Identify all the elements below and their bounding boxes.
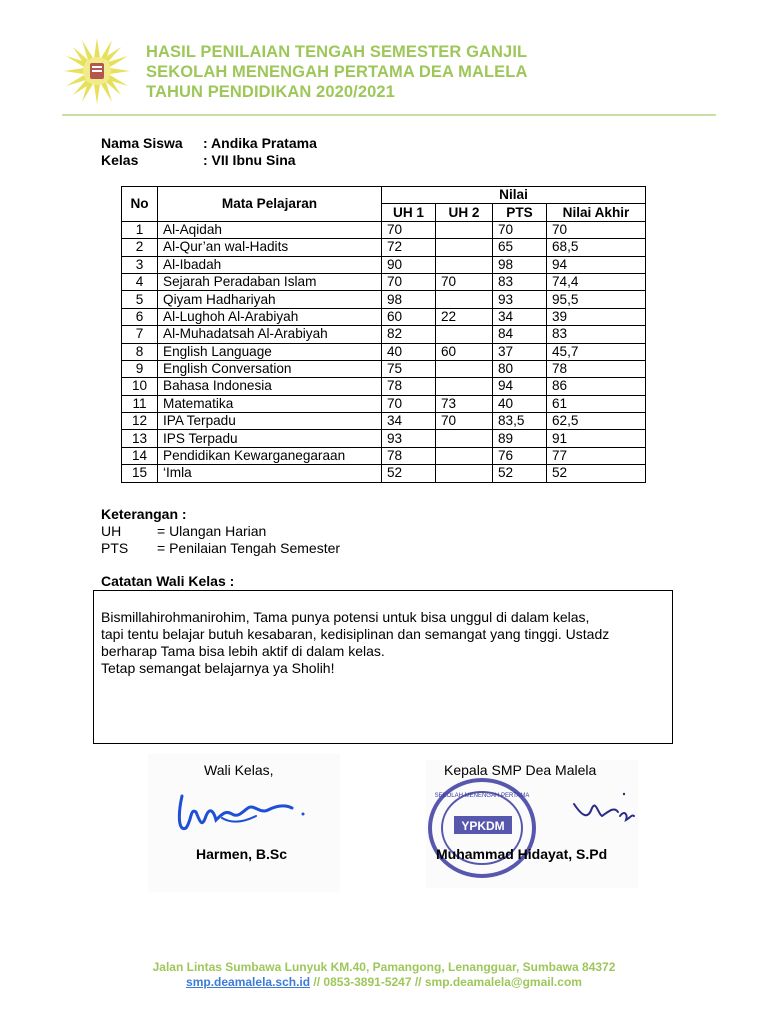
table-row — [122, 326, 646, 343]
school-stamp-icon — [424, 770, 544, 888]
table-row — [122, 447, 646, 464]
title-line-2: SEKOLAH MENENGAH PERTAMA DEA MALELA — [146, 63, 528, 81]
cell-no: 1 — [122, 221, 158, 238]
cell-uh1: 90 — [382, 256, 436, 273]
class-value: : VII Ibnu Sina — [203, 152, 296, 168]
cell-uh2 — [436, 360, 493, 377]
cell-pts: 84 — [493, 326, 547, 343]
legend-title: Keterangan : — [101, 506, 187, 522]
legend — [101, 506, 340, 557]
cell-subject: IPA Terpadu — [158, 413, 382, 430]
legend-uh-key: UH — [101, 523, 122, 539]
notes-line-3: berharap Tama bisa lebih aktif di dalam kelas. — [101, 643, 385, 659]
cell-final: 62,5 — [547, 413, 646, 430]
cell-final: 86 — [547, 378, 646, 395]
student-name-value: : Andika Pratama — [203, 135, 317, 151]
cell-uh1: 98 — [382, 291, 436, 308]
table-row — [122, 343, 646, 360]
table-row — [122, 378, 646, 395]
cell-uh2 — [436, 221, 493, 238]
cell-subject: English Conversation — [158, 360, 382, 377]
principal-label: Kepala SMP Dea Malela — [444, 762, 597, 778]
cell-pts: 65 — [493, 239, 547, 256]
cell-uh1: 70 — [382, 273, 436, 290]
cell-uh2 — [436, 239, 493, 256]
cell-uh1: 40 — [382, 343, 436, 360]
cell-no: 6 — [122, 308, 158, 325]
cell-uh1: 72 — [382, 239, 436, 256]
class-label: Kelas — [101, 152, 139, 168]
stamp-ring-label: SEKOLAH MENENGAH PERTAMA — [434, 793, 530, 799]
cell-subject: Matematika — [158, 395, 382, 412]
homeroom-name: Harmen, B.Sc — [196, 846, 288, 862]
principal-name: Muhammad Hidayat, S.Pd — [436, 846, 608, 862]
table-row — [122, 239, 646, 256]
cell-subject: Bahasa Indonesia — [158, 378, 382, 395]
cell-uh1: 93 — [382, 430, 436, 447]
cell-subject: Sejarah Peradaban Islam — [158, 273, 382, 290]
cell-final: 61 — [547, 395, 646, 412]
table-row — [122, 221, 646, 238]
stamp-label: YPKDM — [461, 819, 505, 833]
cell-subject: Al-Lughoh Al-Arabiyah — [158, 308, 382, 325]
table-row — [122, 465, 646, 482]
cell-pts: 83 — [493, 273, 547, 290]
cell-no: 9 — [122, 360, 158, 377]
col-header-final: Nilai Akhir — [547, 204, 646, 221]
header-divider — [62, 114, 716, 116]
cell-no: 4 — [122, 273, 158, 290]
cell-no: 2 — [122, 239, 158, 256]
cell-uh1: 60 — [382, 308, 436, 325]
cell-uh1: 78 — [382, 378, 436, 395]
legend-pts-key: PTS — [101, 540, 129, 556]
notes-line-4: Tetap semangat belajarnya ya Sholih! — [101, 660, 335, 676]
homeroom-label: Wali Kelas, — [204, 762, 274, 778]
cell-pts: 98 — [493, 256, 547, 273]
title-line-1: HASIL PENILAIAN TENGAH SEMESTER GANJIL — [146, 43, 528, 61]
cell-subject: ‘Imla — [158, 465, 382, 482]
cell-pts: 80 — [493, 360, 547, 377]
cell-pts: 76 — [493, 447, 547, 464]
cell-no: 14 — [122, 447, 158, 464]
col-header-no: No — [122, 187, 158, 222]
cell-no: 3 — [122, 256, 158, 273]
cell-uh2: 22 — [436, 308, 493, 325]
cell-final: 91 — [547, 430, 646, 447]
notes-title: Catatan Wali Kelas : — [101, 573, 235, 589]
cell-uh1: 82 — [382, 326, 436, 343]
cell-uh2 — [436, 430, 493, 447]
col-header-subject: Mata Pelajaran — [158, 187, 382, 222]
report-title — [146, 42, 527, 102]
notes-line-2: tapi tentu belajar butuh kesabaran, kedisiplinan dan semangat yang tinggi. Ustadz — [101, 626, 610, 642]
table-row — [122, 256, 646, 273]
footer-address: Jalan Lintas Sumbawa Lunyuk KM.40, Pamangong, Lenangguar, Sumbawa 84372 — [152, 960, 616, 974]
table-row — [122, 291, 646, 308]
grades-table — [121, 186, 646, 483]
cell-subject: Al-Muhadatsah Al-Arabiyah — [158, 326, 382, 343]
cell-no: 5 — [122, 291, 158, 308]
cell-pts: 34 — [493, 308, 547, 325]
cell-uh2 — [436, 465, 493, 482]
cell-final: 45,7 — [547, 343, 646, 360]
notes-line-1: Bismillahirohmanirohim, Tama punya potensi untuk bisa unggul di dalam kelas, — [101, 609, 590, 625]
cell-final: 77 — [547, 447, 646, 464]
cell-no: 11 — [122, 395, 158, 412]
cell-uh1: 70 — [382, 221, 436, 238]
cell-no: 12 — [122, 413, 158, 430]
col-header-uh2: UH 2 — [436, 204, 493, 221]
table-row — [122, 360, 646, 377]
cell-subject: Al-Aqidah — [158, 221, 382, 238]
cell-uh2 — [436, 256, 493, 273]
cell-final: 52 — [547, 465, 646, 482]
cell-pts: 52 — [493, 465, 547, 482]
footer-website-link[interactable]: smp.deamalela.sch.id — [186, 975, 311, 989]
cell-final: 78 — [547, 360, 646, 377]
grades-table-body — [122, 221, 646, 482]
legend-pts-value: = Penilaian Tengah Semester — [157, 540, 341, 556]
homeroom-signature-icon — [172, 784, 314, 844]
cell-uh2: 70 — [436, 273, 493, 290]
cell-final: 70 — [547, 221, 646, 238]
cell-subject: Pendidikan Kewarganegaraan — [158, 447, 382, 464]
cell-no: 15 — [122, 465, 158, 482]
cell-pts: 83,5 — [493, 413, 547, 430]
cell-pts: 37 — [493, 343, 547, 360]
student-info — [101, 135, 317, 169]
cell-pts: 93 — [493, 291, 547, 308]
cell-final: 94 — [547, 256, 646, 273]
cell-uh2: 60 — [436, 343, 493, 360]
cell-subject: Al-Qur’an wal-Hadits — [158, 239, 382, 256]
footer-contact-details: // 0853-3891-5247 // smp.deamalela@gmail.com — [310, 975, 582, 989]
col-header-pts: PTS — [493, 204, 547, 221]
cell-no: 10 — [122, 378, 158, 395]
col-header-uh1: UH 1 — [382, 204, 436, 221]
cell-pts: 40 — [493, 395, 547, 412]
cell-subject: English Language — [158, 343, 382, 360]
legend-uh-value: = Ulangan Harian — [157, 523, 267, 539]
table-row — [122, 273, 646, 290]
cell-no: 7 — [122, 326, 158, 343]
table-row — [122, 395, 646, 412]
cell-pts: 89 — [493, 430, 547, 447]
school-logo-icon — [62, 36, 132, 106]
cell-uh1: 52 — [382, 465, 436, 482]
cell-uh2 — [436, 378, 493, 395]
cell-pts: 94 — [493, 378, 547, 395]
cell-no: 13 — [122, 430, 158, 447]
cell-uh2 — [436, 447, 493, 464]
cell-pts: 70 — [493, 221, 547, 238]
cell-final: 95,5 — [547, 291, 646, 308]
cell-final: 74,4 — [547, 273, 646, 290]
table-row — [122, 430, 646, 447]
footer-contact — [0, 975, 768, 989]
cell-subject: Qiyam Hadhariyah — [158, 291, 382, 308]
cell-uh1: 78 — [382, 447, 436, 464]
cell-no: 8 — [122, 343, 158, 360]
cell-final: 39 — [547, 308, 646, 325]
cell-uh1: 75 — [382, 360, 436, 377]
table-row — [122, 413, 646, 430]
cell-uh1: 70 — [382, 395, 436, 412]
cell-uh2: 70 — [436, 413, 493, 430]
cell-uh2: 73 — [436, 395, 493, 412]
principal-signature-icon — [568, 790, 638, 840]
student-name-label: Nama Siswa — [101, 135, 183, 151]
cell-uh2 — [436, 326, 493, 343]
title-line-3: TAHUN PENDIDIKAN 2020/2021 — [146, 83, 395, 101]
col-header-nilai: Nilai — [382, 187, 646, 204]
cell-uh2 — [436, 291, 493, 308]
notes-box — [93, 590, 673, 744]
table-row — [122, 308, 646, 325]
cell-final: 68,5 — [547, 239, 646, 256]
cell-uh1: 34 — [382, 413, 436, 430]
cell-final: 83 — [547, 326, 646, 343]
cell-subject: Al-Ibadah — [158, 256, 382, 273]
cell-subject: IPS Terpadu — [158, 430, 382, 447]
